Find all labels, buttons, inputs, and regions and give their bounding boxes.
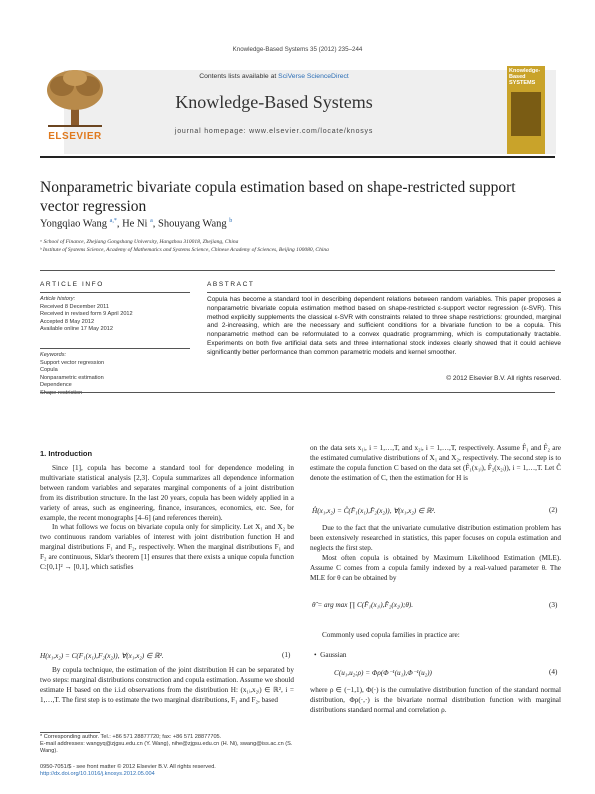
sciencedirect-link[interactable]: SciVerse ScienceDirect [278,73,349,80]
keyword-item: Support vector regression [40,360,105,366]
author-name: Shouyang Wang [158,218,227,230]
bullet-item [314,651,346,661]
front-matter [40,764,294,778]
publisher-name: ELSEVIER [48,131,102,142]
paragraph-families: Commonly used copula families in practice are: [322,631,460,639]
equation: θ̂ = arg max ∏ C(F̂₁(x₁ᵢ),F̂₂(x₂ᵢ);θ). [312,601,414,609]
contents-line [64,73,484,80]
journal-cover-thumbnail [507,66,545,154]
journal-homepage[interactable]: journal homepage: www.elsevier.com/locate/knosys [174,128,374,135]
equation: Ĥ(x₁,x₂) = Ĉ(F̂₁(x₁),F̂₂(x₂)), ∀(x₁,x₂) ∈ ℝ². [312,507,436,515]
footnote-rule [40,732,100,733]
paragraph: In what follows we focus on bivariate copula only for simplicity. Let X₁ and X₂ be two continuous random variables of interest with joint distribution function H and marginal distributions F₁ and F₂, respectively. When the marginal distributions F₁ and F₂ are continuous, Sklar's theorem [1] ensures that there exists a unique copula function C:[0,1]² → [0,1], which satisfies [40,523,294,572]
section-rule [40,392,555,393]
keywords-label: Keywords: [40,352,67,358]
author-affil-marker[interactable]: b [229,218,233,224]
bullet-icon: • [314,651,317,659]
article-title: Nonparametric bivariate copula estimation based on shape-restricted support vector regression [40,179,516,215]
keyword-item: Dependence [40,382,72,389]
paragraph: on the data sets x₁ᵢ, i = 1,…,T, and x₂ᵢ, i = 1,…,T, respectively. Assume F̂₁ and F̂₂ are the estimated cumulative distributions of X₁ and X₂, respectively. The second step is to estimate the copula function C based on the data set (F̂₁(x₁ᵢ), F̂₂(x₂ᵢ)), i = 1,…,T. Let Ĉ denote the estimation of C, then the estimation for H is [310,444,561,482]
history-list [40,304,133,334]
equation-number: (1) [282,651,291,659]
author-list: Yongqiao Wang $^{a,*}$, He Ni $^a$, Shouyang Wang $^b$ [40,218,233,230]
bullet-label: Gaussian [320,651,347,659]
journal-reference: Knowledge-Based Systems 35 (2012) 235–244 [232,46,363,53]
author-name: Yongqiao Wang [40,218,108,230]
issn-line: 0950-7051/$ - see front matter © 2012 Elsevier B.V. All rights reserved. [40,764,216,770]
doi-link[interactable]: http://dx.doi.org/10.1016/j.knosys.2012.05.004 [40,771,155,778]
history-item: Accepted 8 May 2012 [40,318,95,325]
equation-number: (2) [549,506,558,514]
equation-number: (3) [549,601,558,609]
history-item: Available online 17 May 2012 [40,326,113,333]
section-rule [207,292,561,293]
corresponding-author-note: * Corresponding author. Tel.: +86 571 28877720; fax: +86 571 28877705. [40,734,222,740]
history-item: Received 8 December 2011 [40,304,109,310]
intro-left-column [40,464,294,573]
header-divider [40,156,555,158]
intro-right-column [310,444,561,484]
section-rule [40,270,555,271]
abstract-text: Copula has become a standard tool in describing dependent relations between random variables. This paper proposes a nonparametric bivariate copula estimation method based on shape-restricted ε-support vector regression (ε-SVR). This method explicitly supplements the classical ε-SVR with constraints related to three shape restrictions: grounded, marginal and 2-increasing, which are the necessary and sufficient conditions for a bivariate function to be a copula. This nonparametric method can be reformulated to a convex quadratic programming, which is computationally tractable. Experiments on both five artificial data sets and three international stock indexes clearly showed that it could achieve significantly better performance than common parametric models and kernel smoother. [207,296,561,356]
history-label: Article history: [40,296,76,302]
author-name: He Ni [122,218,148,230]
author-affil-marker[interactable]: a,* [109,218,117,224]
equation: H(x₁,x₂) = C(F₁(x₁),F₂(x₂)), ∀(x₁,x₂) ∈ ℝ². [40,652,164,660]
affiliation: ᵇ Institute of Systems Science, Academy of Mathematics and Systems Science, Chinese Academy of Sciences, Beijing 100080, China [40,247,329,253]
cover-image [511,92,541,136]
email-addresses[interactable]: E-mail addresses: wangyq@zjgsu.edu.cn (Y. Wang), nihe@zjgsu.edu.cn (H. Ni), swang@iss.ac.cn (S. Wang). [40,741,293,755]
section-rule [40,292,190,293]
footnotes [40,734,294,756]
section-heading: 1. Introduction [40,449,93,458]
contents-prefix: Contents lists available at [199,73,279,80]
article-info-heading: ARTICLE INFO [40,281,104,288]
paragraph: Most often copula is obtained by Maximum Likelihood Estimation (MLE). Assume C comes from a copula family indexed by a real-valued parameter θ. The MLE for θ can be obtained by [310,553,561,582]
paragraph: where ρ ∈ (−1,1), Φ(·) is the cumulative distribution function of the standard normal distribution, Φρ(·,·) is the bivariate normal distribution function with marginal distributions standard normal and correlation ρ. [310,686,561,714]
equation: C(u₁,u₂;ρ) = Φρ(Φ⁻¹(u₁),Φ⁻¹(u₂)) [334,669,432,677]
paragraph: Due to the fact that the univariate cumulative distribution estimation problem has been extensively researched in statistics, this paper focuses on copula estimation and neglects the first step. [310,524,561,552]
intro-right-column-cont [310,524,561,583]
intro-left-column-cont [40,666,294,706]
cover-title: Knowledge-Based SYSTEMS [509,68,541,86]
paragraph: Since [1], copula has become a standard tool for dependence modeling in multivariate statistical analysis [2,3]. Copula summarizes all dependence information between random variables and separates marginal components of a joint distribution from its distribution structure. In the last 20 years, copula has been widely applied in a variety of areas, such as engineering, finance, insurances, economics, etc. See, for example, the recent monographs [4–6] (and references therein). [40,464,294,522]
author-affil-marker[interactable]: a [150,218,153,224]
affiliation: ᵃ School of Finance, Zhejiang Gongshang University, Hangzhou 310018, Zhejiang, China [40,239,239,245]
keyword-item: Copula [40,367,58,374]
keyword-item: Shape-restriction [40,389,83,396]
paragraph: By copula technique, the estimation of the joint distribution H can be separated by two steps: marginal distributions construction and copula estimation. Assume we should estimate H based on the i.i.d observations from the distribution H: (x₁ᵢ,x₂ᵢ) ∈ ℝ², i = 1,…,T. The first step is to estimate the two marginal distributions, F₁ and F₂, based [40,666,294,704]
abstract-copyright: © 2012 Elsevier B.V. All rights reserved. [446,375,561,382]
abstract-heading: ABSTRACT [207,281,255,288]
section-rule [40,348,190,349]
equation-number: (4) [549,668,558,676]
keyword-item: Nonparametric estimation [40,374,104,381]
history-item: Received in revised form 9 April 2012 [40,311,133,318]
journal-title: Knowledge-Based Systems [175,92,373,112]
